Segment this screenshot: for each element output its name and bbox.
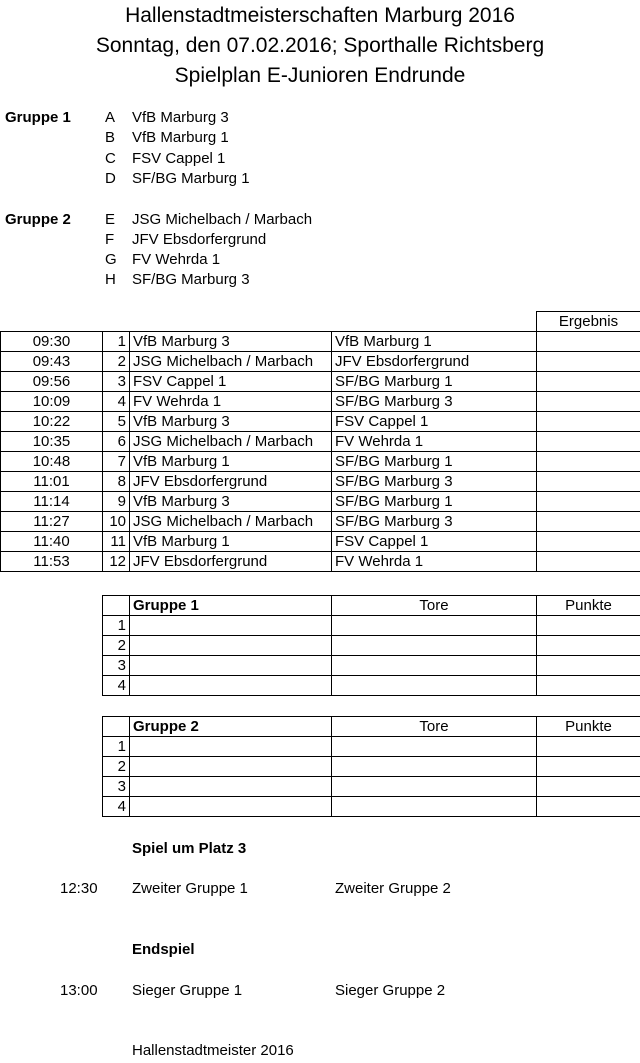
schedule-header-row [1, 312, 640, 332]
match-result [537, 492, 640, 512]
match-number: 10 [103, 512, 130, 532]
table-row [1, 492, 640, 512]
table-row [1, 552, 640, 572]
team-name: FSV Cappel 1 [132, 150, 226, 167]
match-number: 7 [103, 452, 130, 472]
team-name: VfB Marburg 3 [132, 109, 229, 126]
match-home-team: VfB Marburg 3 [130, 412, 332, 432]
table-row [1, 372, 640, 392]
match-home-team: VfB Marburg 1 [130, 452, 332, 472]
team-name: JSG Michelbach / Marbach [132, 211, 313, 228]
match-home-team: FV Wehrda 1 [130, 392, 332, 412]
table-row [1, 352, 640, 372]
table-row [1, 472, 640, 492]
match-time: 11:53 [1, 552, 103, 572]
table-row [1, 432, 640, 452]
match-result [537, 452, 640, 472]
team-letter: G [105, 251, 117, 268]
champion-label: Hallenstadtmeister 2016 [132, 1042, 294, 1059]
standings-header-row [103, 717, 640, 737]
match-time: 11:01 [1, 472, 103, 492]
match-away-team: SF/BG Marburg 1 [332, 452, 537, 472]
rank-cell: 3 [103, 777, 130, 797]
points-header: Punkte [537, 717, 640, 737]
match-home-team: VfB Marburg 3 [130, 492, 332, 512]
match-result [537, 472, 640, 492]
final-home: Sieger Gruppe 1 [132, 982, 243, 999]
match-home-team: JSG Michelbach / Marbach [130, 352, 332, 372]
match-number: 9 [103, 492, 130, 512]
team-letter: F [105, 231, 115, 248]
points-header: Punkte [537, 596, 640, 616]
match-result [537, 332, 640, 352]
table-row [1, 452, 640, 472]
match-home-team: JSG Michelbach / Marbach [130, 512, 332, 532]
match-home-team: JSG Michelbach / Marbach [130, 432, 332, 452]
team-letter: B [105, 129, 116, 146]
final-time: 13:00 [60, 982, 98, 999]
rank-cell: 3 [103, 656, 130, 676]
title-line-2: Sonntag, den 07.02.2016; Sporthalle Richtsberg [95, 34, 545, 57]
match-home-team: FSV Cappel 1 [130, 372, 332, 392]
table-row [1, 532, 640, 552]
rank-cell: 4 [103, 676, 130, 696]
match-number: 8 [103, 472, 130, 492]
match-away-team: SF/BG Marburg 1 [332, 372, 537, 392]
third-place-heading: Spiel um Platz 3 [132, 840, 247, 857]
title-line-3: Spielplan E-Junioren Endrunde [174, 64, 466, 87]
match-away-team: SF/BG Marburg 1 [332, 492, 537, 512]
match-time: 10:48 [1, 452, 103, 472]
group-label: Gruppe 2 [5, 211, 71, 228]
table-row [1, 332, 640, 352]
rank-cell: 1 [103, 616, 130, 636]
match-away-team: SF/BG Marburg 3 [332, 472, 537, 492]
table-row [103, 676, 640, 696]
schedule-table [0, 311, 640, 572]
title-line-1: Hallenstadtmeisterschaften Marburg 2016 [125, 4, 515, 27]
match-number: 4 [103, 392, 130, 412]
table-row [1, 412, 640, 432]
result-header: Ergebnis [537, 312, 640, 332]
match-time: 10:22 [1, 412, 103, 432]
team-name: FV Wehrda 1 [132, 251, 221, 268]
match-time: 11:27 [1, 512, 103, 532]
match-result [537, 372, 640, 392]
match-home-team: VfB Marburg 1 [130, 532, 332, 552]
match-away-team: FSV Cappel 1 [332, 532, 537, 552]
match-away-team: VfB Marburg 1 [332, 332, 537, 352]
match-time: 09:43 [1, 352, 103, 372]
match-result [537, 552, 640, 572]
match-away-team: FV Wehrda 1 [332, 432, 537, 452]
match-result [537, 512, 640, 532]
rank-cell: 2 [103, 636, 130, 656]
third-place-away: Zweiter Gruppe 2 [335, 880, 451, 897]
match-number: 11 [103, 532, 130, 552]
match-result [537, 412, 640, 432]
group-label: Gruppe 1 [5, 109, 71, 126]
match-home-team: JFV Ebsdorfergrund [130, 472, 332, 492]
match-time: 10:09 [1, 392, 103, 412]
third-place-time: 12:30 [60, 880, 98, 897]
match-time: 09:56 [1, 372, 103, 392]
final-away: Sieger Gruppe 2 [335, 982, 446, 999]
team-letter: H [105, 271, 116, 288]
goals-header: Tore [332, 596, 537, 616]
match-number: 2 [103, 352, 130, 372]
team-name: JFV Ebsdorfergrund [132, 231, 267, 248]
standings-table-group-2 [102, 716, 640, 817]
match-away-team: FSV Cappel 1 [332, 412, 537, 432]
match-home-team: VfB Marburg 3 [130, 332, 332, 352]
match-home-team: JFV Ebsdorfergrund [130, 552, 332, 572]
match-time: 09:30 [1, 332, 103, 352]
match-time: 11:14 [1, 492, 103, 512]
standings-group-label: Gruppe 1 [130, 596, 332, 616]
goals-header: Tore [332, 717, 537, 737]
match-number: 12 [103, 552, 130, 572]
match-away-team: JFV Ebsdorfergrund [332, 352, 537, 372]
match-time: 11:40 [1, 532, 103, 552]
match-result [537, 532, 640, 552]
team-letter: E [105, 211, 116, 228]
table-row [103, 797, 640, 817]
table-row [103, 777, 640, 797]
table-row [103, 737, 640, 757]
match-number: 5 [103, 412, 130, 432]
rank-cell: 1 [103, 737, 130, 757]
match-number: 1 [103, 332, 130, 352]
team-name: VfB Marburg 1 [132, 129, 229, 146]
match-result [537, 392, 640, 412]
table-row [103, 616, 640, 636]
final-heading: Endspiel [132, 941, 195, 958]
match-time: 10:35 [1, 432, 103, 452]
table-row [1, 392, 640, 412]
standings-header-row [103, 596, 640, 616]
match-away-team: SF/BG Marburg 3 [332, 392, 537, 412]
match-number: 3 [103, 372, 130, 392]
match-away-team: SF/BG Marburg 3 [332, 512, 537, 532]
team-letter: A [105, 109, 116, 126]
team-letter: C [105, 150, 116, 167]
third-place-home: Zweiter Gruppe 1 [132, 880, 248, 897]
team-letter: D [105, 170, 116, 187]
match-away-team: FV Wehrda 1 [332, 552, 537, 572]
standings-group-label: Gruppe 2 [130, 717, 332, 737]
table-row [103, 757, 640, 777]
match-result [537, 352, 640, 372]
rank-cell: 2 [103, 757, 130, 777]
team-name: SF/BG Marburg 1 [132, 170, 250, 187]
schedule-body [1, 332, 640, 572]
match-result [537, 432, 640, 452]
rank-cell: 4 [103, 797, 130, 817]
match-number: 6 [103, 432, 130, 452]
table-row [1, 512, 640, 532]
team-name: SF/BG Marburg 3 [132, 271, 250, 288]
table-row [103, 636, 640, 656]
table-row [103, 656, 640, 676]
standings-table-group-1 [102, 595, 640, 696]
